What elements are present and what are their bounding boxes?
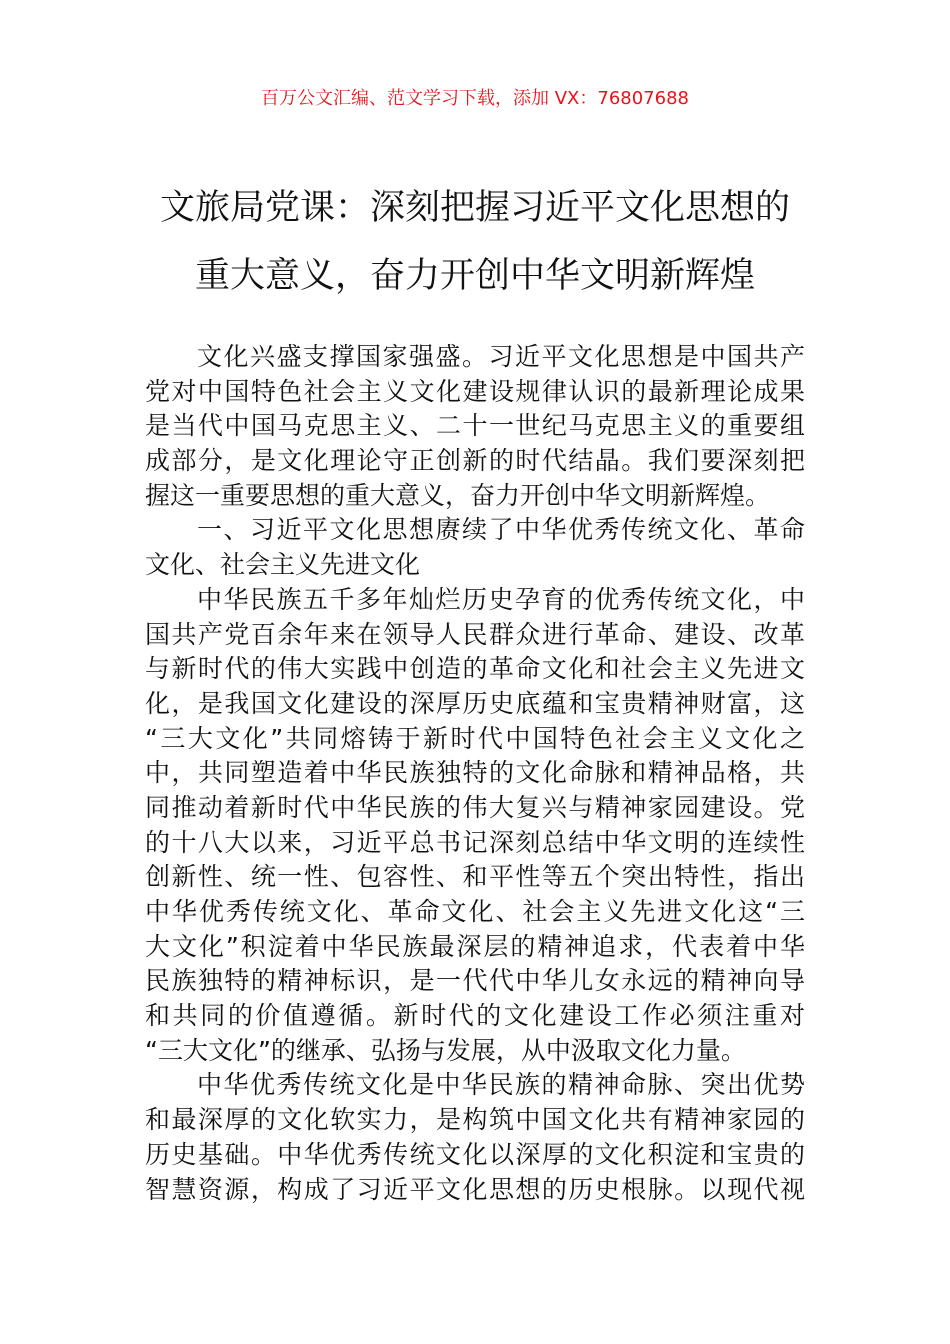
document-title-line-1: 文旅局党课：深刻把握习近平文化思想的 [159,188,790,228]
body-text-line: 握这一重要思想的重大意义，奋力开创中华文明新辉煌。 [145,480,771,510]
body-text-line: 党对中国特色社会主义文化建设规律认识的最新理论成果 [145,376,805,406]
body-text-line: 成部分，是文化理论守正创新的时代结晶。我们要深刻把 [145,446,805,476]
body-text-line: “三大文化”的继承、弘扬与发展，从中汲取文化力量。 [145,1035,746,1065]
body-text-line: 历史基础。中华优秀传统文化以深厚的文化积淀和宝贵的 [145,1139,805,1169]
body-text-line: 中华民族五千多年灿烂历史孕育的优秀传统文化，中 [197,584,805,614]
document-body [145,340,805,1207]
body-text-line: 一、习近平文化思想赓续了中华优秀传统文化、革命 [197,515,805,545]
body-text-line: 创新性、统一性、包容性、和平性等五个突出特性，指出 [145,862,805,892]
body-text-line: 民族独特的精神标识，是一代代中华儿女永远的精神向导 [145,966,805,996]
body-text-line: 是当代中国马克思主义、二十一世纪马克思主义的重要组 [145,411,805,441]
body-text-line: 和最深厚的文化软实力，是构筑中国文化共有精神家园的 [145,1105,805,1135]
body-text-line: 智慧资源，构成了习近平文化思想的历史根脉。以现代视 [145,1174,805,1204]
body-text-line: 中华优秀传统文化、革命文化、社会主义先进文化这“三 [145,897,805,926]
body-text-line: 和共同的价值遵循。新时代的文化建设工作必须注重对 [145,1001,805,1031]
document-title-line-2: 重大意义，奋力开创中华文明新辉煌 [194,256,755,296]
body-text-line: 中，共同塑造着中华民族独特的文化命脉和精神品格，共 [145,758,805,788]
body-text-line: “三大文化”共同熔铸于新时代中国特色社会主义文化之 [145,723,805,753]
body-text-line: 国共产党百余年来在领导人民群众进行革命、建设、改革 [145,619,805,649]
body-text-line: 同推动着新时代中华民族的伟大复兴与精神家园建设。党 [145,792,805,822]
body-text-line: 与新时代的伟大实践中创造的革命文化和社会主义先进文 [145,654,805,684]
body-text-line: 的十八大以来，习近平总书记深刻总结中华文明的连续性 [145,827,805,857]
body-text-line: 文化、社会主义先进文化 [145,550,421,580]
body-text-line: 化，是我国文化建设的深厚历史底蕴和宝贵精神财富，这 [145,688,805,718]
body-text-line: 大文化”积淀着中华民族最深层的精神追求，代表着中华 [145,931,805,961]
body-text-line: 中华优秀传统文化是中华民族的精神命脉、突出优势 [197,1070,805,1100]
watermark-header: 百万公文汇编、范文学习下载，添加 VX：76807688 [261,88,689,109]
body-text-line: 文化兴盛支撑国家强盛。习近平文化思想是中国共产 [197,342,805,371]
